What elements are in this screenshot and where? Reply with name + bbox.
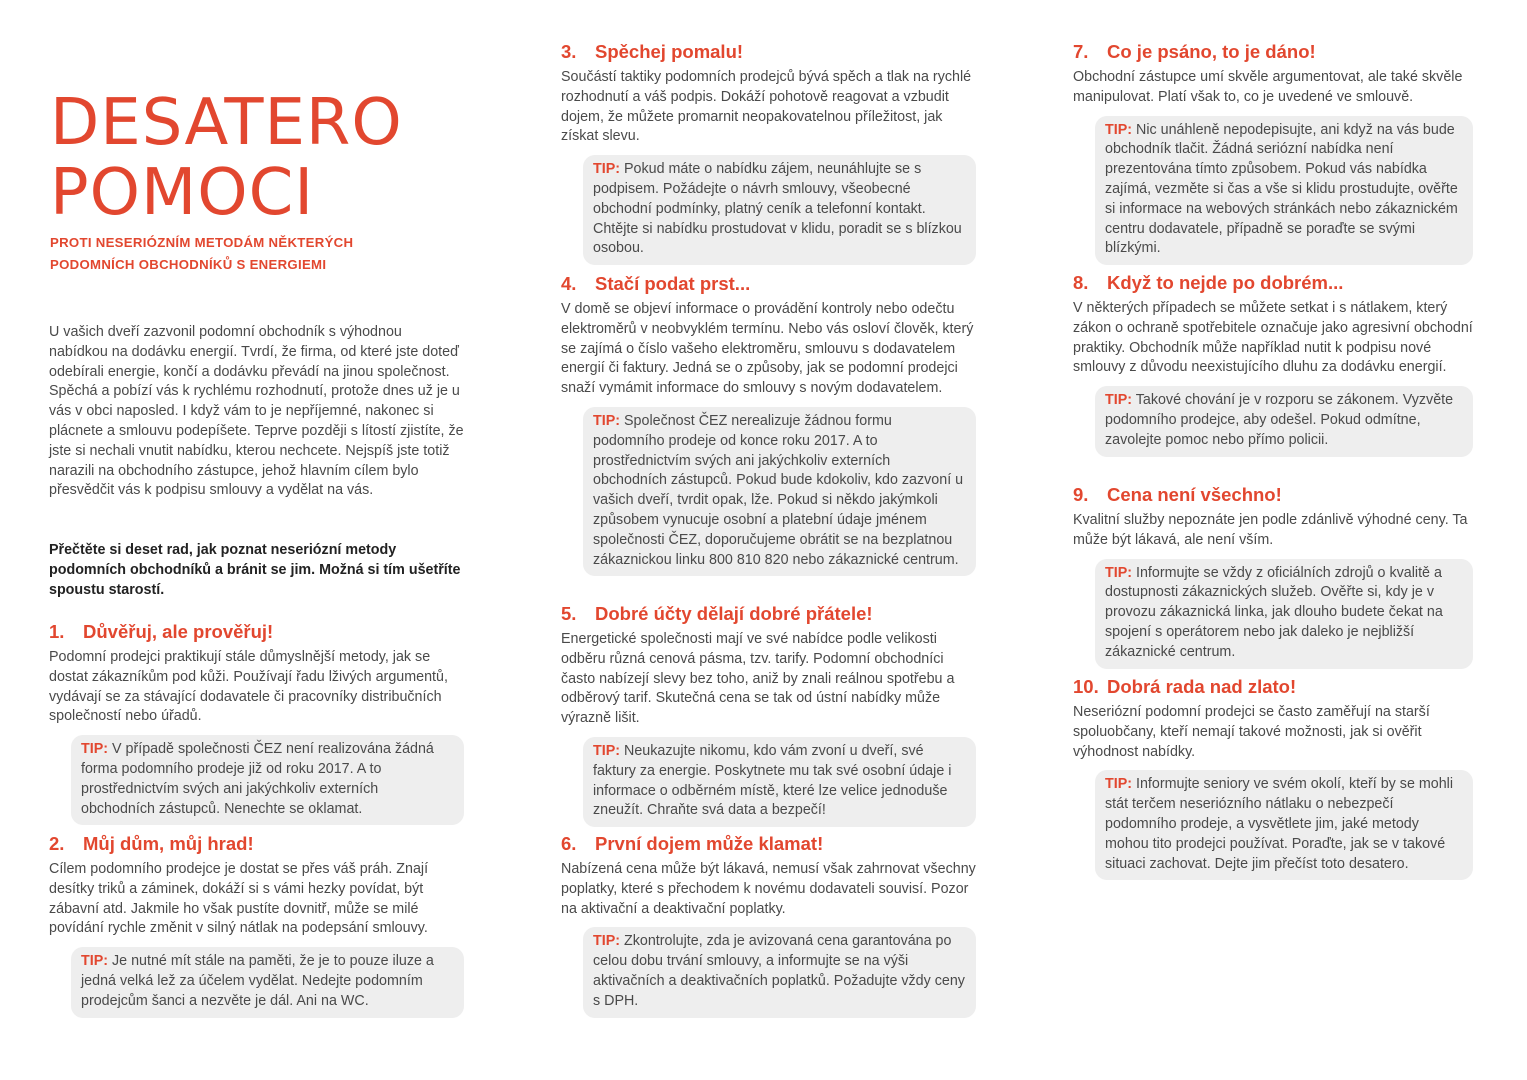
section-body: Obchodní zástupce umí skvěle argumentovat, ale také skvěle manipulovat. Platí však to, co je uvedené ve smlouvě. (1073, 69, 1463, 105)
section-title: Dobré účty dělají dobré přátele! (595, 603, 873, 624)
section-heading (1073, 675, 1473, 699)
section-number: 6. (561, 833, 577, 854)
section-9 (1073, 483, 1473, 669)
intro-paragraph: U vašich dveří zazvonil podomní obchodník s výhodnou nabídkou na dodávku energií. Tvrdí, že firma, od které jste doteď odebírali energie, končí a dodávku převádí na jinou společnost. Spěchá a pobízí vás k rychlému rozhodnutí, protože dnes už je u vás v obci naposled. I když vám to je nepříjemné, nakonec si plácnete a smlouvu podepíšete. Teprve později s lítostí zjistíte, že jste si nechali vnutit nabídku, kterou nechcete. Nejspíš jste totiž narazili na obchodního zástupce, jehož hlavním cílem bylo přesvědčit vás k podpisu smlouvy a vydělat na vás. (49, 324, 464, 499)
tip-label: TIP: (593, 161, 621, 178)
tip-box (1095, 559, 1473, 669)
subtitle-line-1: PROTI NESERIÓZNÍM METODÁM NĚKTERÝCH (50, 235, 354, 250)
section-heading (561, 832, 976, 856)
tip-text: Informujte seniory ve svém okolí, kteří by se mohli stát terčem neseriózního nátlaku o nebezpečí podomního prodeje, a vysvětlete jim, jaké metody mohou tito prodejci používat. Poraďte, jak se v takové situaci zachovat. Dejte jim přečíst toto desatero. (1105, 776, 1454, 872)
tip-label: TIP: (593, 933, 621, 950)
section-4 (561, 272, 976, 576)
section-1 (49, 620, 464, 825)
title-line-1: DESATERO (50, 86, 403, 160)
section-number: 5. (561, 603, 577, 624)
section-number: 7. (1073, 41, 1089, 62)
section-5 (561, 602, 976, 827)
tip-text: Takové chování je v rozporu se zákonem. Vyzvěte podomního prodejce, aby odešel. Pokud odmítne, zavolejte pomoc nebo přímo policii. (1105, 392, 1454, 448)
section-body: Energetické společnosti mají ve své nabídce podle velikosti odběru různá cenová pásma, tzv. tarify. Podomní obchodníci často nabízejí slevy bez toho, aniž by znali reálnou spotřebu a odběrový tarif. Skutečná cena se tak od ústní nabídky může výrazně lišit. (561, 631, 955, 727)
section-6 (561, 832, 976, 1018)
section-body: Kvalitní služby nepoznáte jen podle zdánlivě výhodné ceny. Ta může být lákavá, ale není vším. (1073, 512, 1468, 548)
tip-text: V případě společnosti ČEZ není realizována žádná forma podomního prodeje již od roku 2017. A to prostřednictvím svých ani jakýchkoliv externích obchodních zástupců. Nenechte se oklamat. (81, 741, 434, 817)
section-heading (561, 40, 976, 64)
tip-label: TIP: (593, 412, 621, 429)
section-title: Stačí podat prst... (595, 273, 751, 294)
tip-text: Nic unáhleně nepodepisujte, ani když na vás bude obchodník tlačit. Žádná seriózní nabídka není prezentována tímto způsobem. Pokud vás nabídka zajímá, vezměte si čas a vše si klidu prostudujte, ověřte si informace na webových stránkách nebo zákaznickém centru dodavatele, případně se poraďte se svými blízkými. (1105, 121, 1458, 257)
tip-text: Společnost ČEZ nerealizuje žádnou formu podomního prodeje od konce roku 2017. A to prostřednictvím svých ani jakýchkoliv externích obchodních zástupců. Pokud bude kdokoliv, kdo zazvoní u vašich dveří, tvrdit opak, lže. Pokud si někdo jakýmkoli způsobem vynucuje osobní a platební údaje jménem společnosti ČEZ, doporučujeme obrátit se na bezplatnou zákaznickou linku 800 810 820 nebo zákaznické centrum. (593, 412, 964, 568)
lead-paragraph: Přečtěte si deset rad, jak poznat neseriózní metody podomních obchodníků a bránit se jim. Možná si tím ušetříte spoustu starostí. (49, 542, 461, 598)
tip-label: TIP: (1105, 564, 1133, 581)
section-number: 9. (1073, 484, 1089, 505)
section-3 (561, 40, 976, 265)
title-line-2: POMOCI (50, 156, 315, 230)
tip-label: TIP: (1105, 121, 1133, 138)
section-number: 1. (49, 621, 65, 642)
section-body: V domě se objeví informace o provádění kontroly nebo odečtu elektroměrů v neobvyklém termínu. Nebo vás osloví člověk, který se zajímá o číslo vašeho elektroměru, smlouvu s dodavatelem energií či faktury. Jedná se o způsoby, jak se podomní prodejci snaží vymámit informace do smlouvy s novým dodavatelem. (561, 301, 974, 397)
tip-label: TIP: (1105, 392, 1133, 409)
tip-text: Informujte se vždy z oficiálních zdrojů o kvalitě a dostupnosti zákaznických služeb. Ověřte si, kdy je v provozu zákaznická linka, jak dlouho budete čekat na spojení s operátorem nebo jak daleko je nejbližší zákaznické centrum. (1105, 564, 1443, 660)
tip-box (583, 155, 976, 265)
section-number: 3. (561, 41, 577, 62)
section-title: Dobrá rada nad zlato! (1107, 676, 1297, 697)
tip-box (1095, 770, 1473, 880)
section-heading (561, 602, 976, 626)
section-body: Podomní prodejci praktikují stále důmyslnější metody, jak se dostat zákazníkům pod kůži. Používají řadu lživých argumentů, vydávají se za stávající dodavatele či pracovníky distribučních společností nebo úřadů. (49, 649, 448, 725)
section-10 (1073, 675, 1473, 880)
section-number: 8. (1073, 272, 1089, 293)
tip-box (71, 947, 464, 1017)
tip-label: TIP: (81, 741, 109, 758)
subtitle (50, 232, 430, 276)
section-title: Spěchej pomalu! (595, 41, 744, 62)
page-title (50, 88, 403, 228)
section-body: Neseriózní podomní prodejci se často zaměřují na starší spoluobčany, kteří nemají takové možnosti, jak si ověřit výhodnost nabídky. (1073, 704, 1430, 760)
tip-text: Je nutné mít stále na paměti, že je to pouze iluze a jedná velká lež za účelem vydělat. Nedejte podomním prodejcům šanci a nezvěte je dál. Ani na WC. (81, 953, 434, 1009)
tip-box (1095, 386, 1473, 456)
section-title: Když to nejde po dobrém... (1107, 272, 1344, 293)
subtitle-line-2: PODOMNÍCH OBCHODNÍKŮ S ENERGIEMI (50, 257, 327, 272)
section-heading (1073, 40, 1473, 64)
section-body: Součástí taktiky podomních prodejců bývá spěch a tlak na rychlé rozhodnutí a váš podpis. Dokáží pohotově reagovat a vzbudit dojem, že můžete promarnit neopakovatelnou příležitost, jak získat slevu. (561, 69, 972, 145)
tip-box (583, 927, 976, 1017)
section-title: Co je psáno, to je dáno! (1107, 41, 1316, 62)
section-7 (1073, 40, 1473, 265)
section-number: 2. (49, 833, 65, 854)
section-number: 4. (561, 273, 577, 294)
tip-box (583, 407, 976, 576)
section-body: V některých případech se můžete setkat i s nátlakem, který zákon o ochraně spotřebitele označuje jako agresivní obchodní praktiky. Obchodník může například nutit k podpisu nové smlouvy z důvodu neexistujícího dluhu za dodávku energií. (1073, 300, 1473, 376)
section-heading (1073, 271, 1473, 295)
section-heading (1073, 483, 1473, 507)
tip-text: Neukazujte nikomu, kdo vám zvoní u dveří, své faktury za energie. Poskytnete mu tak své osobní údaje i informace o odběrném místě, které lze velice jednoduše zneužít. Chraňte svá data a bezpečí! (593, 742, 952, 819)
section-heading (49, 832, 464, 856)
section-heading (561, 272, 976, 296)
tip-box (1095, 116, 1473, 266)
section-title: Cena není všechno! (1107, 484, 1282, 505)
section-body: Nabízená cena může být lákavá, nemusí však zahrnovat všechny poplatky, které s přechodem k novému dodavateli souvisí. Pozor na aktivační a deaktivační poplatky. (561, 861, 976, 917)
tip-text: Pokud máte o nabídku zájem, neunáhlujte se s podpisem. Požádejte o návrh smlouvy, všeobecné obchodní podmínky, platný ceník a telefonní kontakt. Chtějte si nabídku prostudovat v klidu, poradit se s blízkou osobou. (593, 161, 962, 257)
tip-box (71, 735, 464, 825)
tip-text: Zkontrolujte, zda je avizovaná cena garantována po celou dobu trvání smlouvy, a informujte se na výši aktivačních a deaktivačních poplatků. Požadujte vždy ceny s DPH. (593, 933, 965, 1009)
tip-label: TIP: (81, 953, 109, 970)
section-title: První dojem může klamat! (595, 833, 824, 854)
section-number: 10. (1073, 676, 1099, 697)
tip-label: TIP: (1105, 776, 1133, 793)
section-body: Cílem podomního prodejce je dostat se přes váš práh. Znají desítky triků a záminek, dokáží si s vámi hezky povídat, být zábavní atd. Jakmile ho však pustíte dovnitř, může se milé povídání rychle změnit v silný nátlak na podepsání smlouvy. (49, 861, 429, 937)
section-heading (49, 620, 464, 644)
section-8 (1073, 271, 1473, 457)
section-2 (49, 832, 464, 1018)
section-title: Můj dům, můj hrad! (83, 833, 254, 854)
tip-box (583, 737, 976, 827)
section-title: Důvěřuj, ale prověřuj! (83, 621, 274, 642)
tip-label: TIP: (593, 742, 621, 759)
